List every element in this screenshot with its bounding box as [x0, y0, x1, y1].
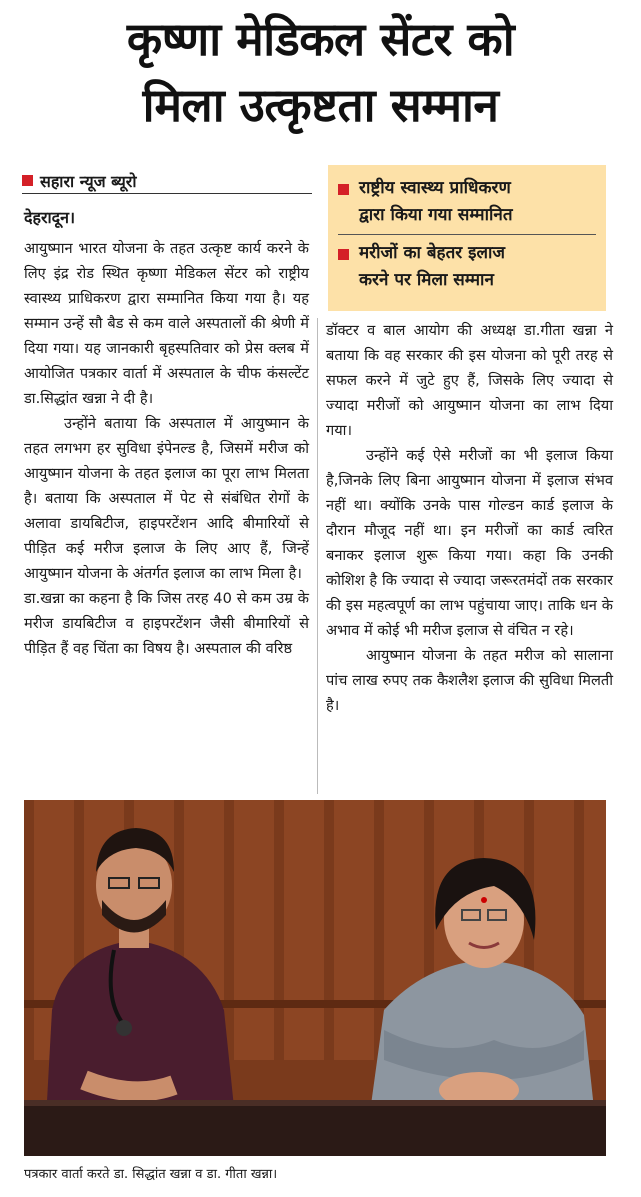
article-paragraph: डॉक्टर व बाल आयोग की अध्यक्ष डा.गीता खन्ना ने बताया कि वह सरकार की इस योजना को पूरी तरह से सफल करने में जुटे हुए हैं, जिसके लिए ज्यादा से ज्यादा मरीजों को आयुष्मान योजना का लाभ दिया गया।	[326, 322, 613, 439]
article-paragraph: उन्होंने कई ऐसे मरीजों का भी इलाज किया है,जिनके लिए बिना आयुष्मान योजना में इलाज संभव नहीं था। क्योंकि उनके पास गोल्डन कार्ड इलाज के दौरान मौजूद नहीं था। इन मरीजों का कार्ड त्वरित बनाकर इलाज शुरू किया गया। कहा कि उनकी कोशिश है कि ज्यादा से ज्यादा जरूरतमंदों तक सरकार की इस महत्वपूर्ण का लाभ पहुंचाया जाए। ताकि धन के अभाव में कोई भी मरीज इलाज से वंचित न रहे।	[326, 447, 613, 639]
article-column-left	[24, 236, 309, 661]
headline-line-2: मिला उत्कृष्टता सम्मान	[142, 78, 499, 132]
bullet-square-icon	[22, 175, 33, 186]
press-conference-photo	[24, 800, 606, 1156]
column-divider	[317, 318, 318, 794]
highlight-item	[338, 175, 596, 229]
byline	[22, 168, 312, 194]
article-paragraph: उन्होंने बताया कि अस्पताल में आयुष्मान के तहत लगभग हर सुविधा इंपेनल्ड है, जिसमें मरीज को आयुष्मान योजना के तहत इलाज का पूरा लाभ मिलता है। बताया कि अस्पताल में पेट से संबंधित रोगों के अलावा डायबिटीज, हाइपरटेंशन आदि बीमारियों से पीड़ित कई मरीज इलाज के लिए आए हैं, जिन्हें आयुष्मान योजना के अंतर्गत इलाज का लाभ मिला है।	[24, 415, 309, 582]
highlight-line: करने पर मिला सम्मान	[359, 270, 494, 290]
dateline: देहरादून।	[24, 208, 76, 227]
highlight-line: राष्ट्रीय स्वास्थ्य प्राधिकरण	[359, 178, 511, 198]
highlight-line: मरीजों का बेहतर इलाज	[359, 243, 506, 263]
photo-caption: पत्रकार वार्ता करते डा. सिद्धांत खन्ना व डा. गीता खन्ना।	[24, 1167, 278, 1182]
article-column-right	[326, 318, 613, 718]
highlight-divider	[338, 234, 596, 235]
headline	[8, 6, 633, 138]
highlight-item	[338, 240, 596, 294]
bullet-square-icon	[338, 249, 349, 260]
article-paragraph: आयुष्मान योजना के तहत मरीज को सालाना पांच लाख रुपए तक कैशलैश इलाज की सुविधा मिलती है।	[326, 647, 613, 714]
bullet-square-icon	[338, 184, 349, 195]
headline-line-1: कृष्णा मेडिकल सेंटर को	[126, 12, 515, 66]
article-paragraph: आयुष्मान भारत योजना के तहत उत्कृष्ट कार्य करने के लिए इंद्र रोड स्थित कृष्णा मेडिकल सेंटर को राष्ट्रीय स्वास्थ्य प्राधिकरण द्वारा सम्मानित किया गया है। यह सम्मान उन्हें सौ बैड से कम वाले अस्पतालों की श्रेणी में दिया गया। यह जानकारी बृहस्पतिवार को प्रेस क्लब में आयोजित पत्रकार वार्ता में अस्पताल के चीफ कंसल्टेंट डा.सिद्धांत खन्ना ने दी है।	[24, 240, 309, 407]
highlights-box	[328, 165, 606, 311]
article-paragraph: डा.खन्ना का कहना है कि जिस तरह 40 से कम उम्र के मरीज डायबिटीज व हाइपरटेंशन जैसी बीमारियों से पीड़ित हैं वह चिंता का विषय है। अस्पताल की वरिष्ठ	[24, 590, 309, 657]
highlight-line: द्वारा किया गया सम्मानित	[359, 205, 513, 225]
byline-text: सहारा न्यूज ब्यूरो	[40, 171, 137, 191]
